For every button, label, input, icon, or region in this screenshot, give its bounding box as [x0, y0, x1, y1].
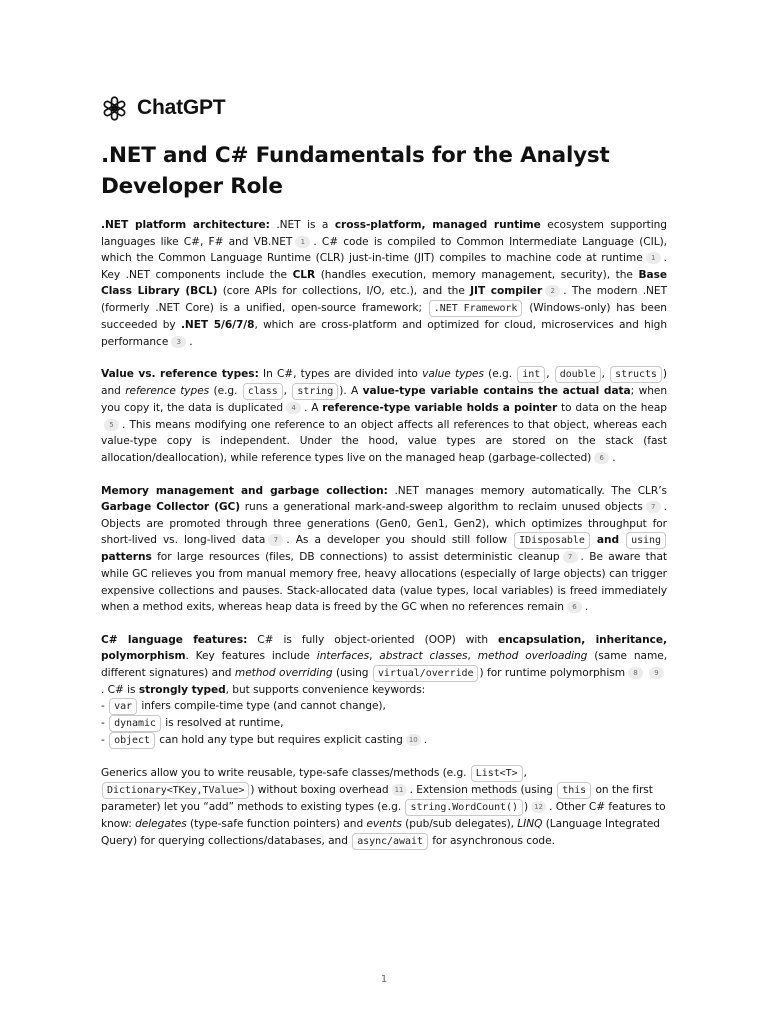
- inline-code: int: [517, 366, 545, 383]
- inline-code: dynamic: [109, 715, 161, 732]
- document-title: .NET and C# Fundamentals for the Analyst Developer Role: [101, 143, 610, 199]
- brand-name: ChatGPT: [137, 96, 226, 119]
- italic-text: abstract classes: [379, 650, 468, 663]
- citation-badge: 7: [563, 551, 578, 563]
- bold-text: .NET 5/6/7/8: [180, 318, 255, 331]
- inline-code: this: [557, 782, 591, 799]
- italic-text: interfaces: [316, 650, 370, 663]
- inline-code: Dictionary<TKey,TValue>: [102, 782, 249, 799]
- bold-text: value-type variable contains the actual data: [362, 385, 631, 398]
- bullet-line: - object can hold any type but requires explicit casting 10 .: [101, 732, 667, 749]
- bold-text: .NET platform architecture:: [101, 219, 270, 231]
- paragraph-platform: .NET platform architecture: .NET is a cross-platform, managed runtime ecosystem supporting languages like C#, F# and VB.NET 1 . C# code is compiled to Common Intermediate Language (CIL), which the Common Language Runtime (CLR) just-in-time (JIT) compiles to machine code at runtime 1 . Key .NET components include the CLR (handles execution, memory management, security), the Base Class Library (BCL) (core APIs for collections, I/O, etc.), and the JIT compiler 2 . The modern .NET (formerly .NET Core) is a unified, open-source framework; .NET Framework (Windows-only) has been succeeded by .NET 5/6/7/8, which are cross-platform and optimized for cloud, microservices and high performance 3 .: [101, 219, 667, 348]
- bold-text: reference-type variable holds a pointer: [322, 402, 558, 415]
- bold-text: cross-platform, managed runtime: [334, 219, 541, 231]
- bullet-line: - var infers compile-time type (and cannot change),: [101, 698, 667, 715]
- inline-code: string.WordCount(): [405, 799, 522, 816]
- bold-text: and: [596, 534, 620, 547]
- citation-badge: 9: [649, 667, 664, 679]
- italic-text: value types: [422, 368, 484, 381]
- bold-text: Base Class Library (BCL): [101, 268, 667, 298]
- bold-text: patterns: [101, 551, 152, 564]
- inline-code: double: [555, 366, 601, 383]
- italic-text: method overriding: [234, 666, 333, 679]
- paragraph-value-reference: Value vs. reference types: In C#, types are divided into value types (e.g. int , double , structs ) and reference types (e.g. class , string ). A value-type variable contains the actual data; when you copy it, the data is duplicated 4 . A reference-type variable holds a pointer to data on the heap5 . This means modifying one reference to an object affects all references to that object, whereas each value-type copy is independent. Under the hood, value types are stored on the stack (fast allocation/deallocation), while reference types live on the managed heap (garbage-collected) 6 .: [101, 368, 668, 464]
- page-number: 1: [380, 974, 388, 985]
- citation-badge: 3: [171, 336, 186, 348]
- italic-text: events: [366, 818, 402, 831]
- citation-badge: 1: [646, 252, 661, 264]
- citation-badge: 7: [646, 501, 661, 513]
- bold-text: JIT compiler: [470, 285, 543, 298]
- document-body: [101, 217, 667, 866]
- citation-badge: 10: [406, 734, 421, 746]
- brand-header: [101, 94, 225, 122]
- citation-badge: 1: [295, 236, 310, 248]
- paragraph-line: C# language features: C# is fully object-oriented (OOP) with encapsulation, inheritance, polymorphism. Key features include interfaces, abstract classes, method overloading (same name, different signatures) and method overriding (using virtual/override ) for runtime polymorphism 8 9. C# is strongly typed, but supports convenience keywords:: [101, 633, 668, 696]
- bullet-line: - dynamic is resolved at runtime,: [101, 715, 667, 732]
- inline-code: using: [626, 532, 666, 549]
- citation-badge: 6: [567, 601, 582, 613]
- paragraph-memory: Memory management and garbage collection: .NET manages memory automatically. The CLR’s Garbage Collector (GC) runs a generational mark-and-sweep algorithm to reclaim unused objects 7 . Objects are promoted through three generations (Gen0, Gen1, Gen2), which optimizes throughput for short-lived vs. long-lived data 7 . As a developer you should still follow IDisposable and using patterns for large resources (files, DB connections) to assist deterministic cleanup 7 . Be aware that while GC relieves you from manual memory free, heavy allocations (especially of large objects) can trigger expensive collections and pauses. Stack-allocated data (value types, local variables) is freed immediately when a method exits, whereas heap data is freed by the GC when no references remain 6 .: [101, 484, 668, 614]
- italic-text: LINQ: [517, 818, 543, 831]
- citation-badge: 12: [531, 801, 546, 813]
- citation-badge: 11: [392, 784, 407, 796]
- inline-code: string: [292, 383, 338, 400]
- citation-badge: 2: [545, 285, 560, 297]
- italic-text: method overloading: [477, 650, 588, 663]
- inline-code: class: [243, 383, 283, 400]
- italic-text: reference types: [125, 385, 210, 398]
- citation-badge: 8: [628, 667, 643, 679]
- bold-text: strongly typed: [138, 683, 226, 696]
- inline-code: .NET Framework: [429, 300, 523, 317]
- citation-badge: 4: [286, 402, 301, 414]
- paragraph-generics: Generics allow you to write reusable, type-safe classes/methods (e.g. List<T> , Dictionary<TKey,TValue> ) without boxing overhead 11 . Extension methods (using this on the first parameter) let you “add” methods to existing types (e.g. string.WordCount() ) 12 . Other C# features to know: delegates (type-safe function pointers) and events (pub/sub delegates), LINQ (Language Integrated Query) for querying collections/databases, and async/await for asynchronous code.: [101, 765, 667, 850]
- bold-text: C# language features:: [101, 633, 248, 646]
- italic-text: delegates: [135, 818, 187, 831]
- bold-text: Memory management and garbage collection:: [101, 484, 388, 497]
- bold-text: encapsulation, inheritance, polymorphism: [101, 633, 667, 663]
- bold-text: Garbage Collector (GC): [101, 501, 241, 514]
- bold-text: Value vs. reference types:: [101, 368, 259, 381]
- inline-code: IDisposable: [514, 532, 590, 549]
- openai-logo-icon: [101, 95, 128, 122]
- bold-text: CLR: [292, 268, 316, 281]
- inline-code: async/await: [352, 833, 428, 850]
- citation-badge: 5: [104, 419, 119, 431]
- inline-code: structs: [610, 366, 662, 383]
- citation-badge: 6: [594, 452, 609, 464]
- inline-code: object: [109, 732, 155, 749]
- inline-code: var: [109, 698, 137, 715]
- inline-code: List<T>: [471, 765, 523, 782]
- citation-badge: 7: [268, 534, 283, 546]
- inline-code: virtual/override: [373, 665, 479, 682]
- paragraph-features: [101, 632, 667, 750]
